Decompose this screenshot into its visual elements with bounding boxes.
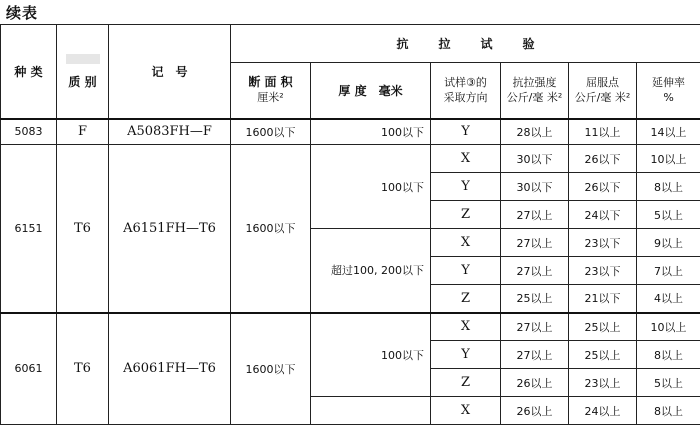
elongation-cell: 9以上 bbox=[637, 229, 700, 257]
direction-cell: X bbox=[431, 313, 501, 341]
direction-cell: Y bbox=[431, 257, 501, 285]
direction-cell: Z bbox=[431, 201, 501, 229]
elongation-cell: 14以上 bbox=[637, 119, 700, 145]
elongation-cell: 10以上 bbox=[637, 145, 700, 173]
elongation-cell: 4以上 bbox=[637, 285, 700, 313]
yield-cell: 23以下 bbox=[569, 229, 637, 257]
thickness-cell: 100以下 bbox=[311, 313, 431, 397]
header-designation: 记 号 bbox=[109, 25, 231, 119]
header-tensile-strength: 抗拉强度 公斤/毫 米² bbox=[501, 63, 569, 119]
tensile-cell: 27以上 bbox=[501, 229, 569, 257]
thickness-cell: 100以下 bbox=[311, 145, 431, 229]
yield-cell: 26以下 bbox=[569, 173, 637, 201]
tensile-cell: 27以上 bbox=[501, 257, 569, 285]
direction-cell: Y bbox=[431, 173, 501, 201]
yield-cell: 11以上 bbox=[569, 119, 637, 145]
table-row bbox=[1, 145, 700, 173]
tensile-cell: 25以上 bbox=[501, 285, 569, 313]
header-temper: 质 别 bbox=[57, 25, 109, 119]
tensile-cell: 30以下 bbox=[501, 173, 569, 201]
temper-cell: T6 bbox=[57, 313, 109, 425]
yield-cell: 25以上 bbox=[569, 341, 637, 369]
header-species: 种 类 bbox=[1, 25, 57, 119]
elongation-cell: 10以上 bbox=[637, 313, 700, 341]
table-row bbox=[1, 119, 700, 145]
header-thickness: 厚 度 毫米 bbox=[311, 63, 431, 119]
tensile-cell: 28以上 bbox=[501, 119, 569, 145]
elongation-cell: 7以上 bbox=[637, 257, 700, 285]
table-caption: 续表 bbox=[6, 4, 39, 22]
area-cell: 1600以下 bbox=[231, 119, 311, 145]
tensile-cell: 26以上 bbox=[501, 369, 569, 397]
tensile-cell: 27以上 bbox=[501, 341, 569, 369]
designation-cell: A5083FH—F bbox=[109, 119, 231, 145]
yield-cell: 24以下 bbox=[569, 201, 637, 229]
tensile-cell: 27以上 bbox=[501, 201, 569, 229]
table-row bbox=[1, 313, 700, 341]
elongation-cell: 5以上 bbox=[637, 201, 700, 229]
header-sample-direction: 试样③的 采取方向 bbox=[431, 63, 501, 119]
yield-cell: 24以上 bbox=[569, 397, 637, 425]
direction-cell: Y bbox=[431, 119, 501, 145]
area-cell: 1600以下 bbox=[231, 145, 311, 313]
header-section-area: 断 面 积 厘米² bbox=[231, 63, 311, 119]
specification-table bbox=[0, 24, 700, 425]
species-cell: 5083 bbox=[1, 119, 57, 145]
designation-cell: A6151FH—T6 bbox=[109, 145, 231, 313]
elongation-cell: 8以上 bbox=[637, 397, 700, 425]
yield-cell: 26以下 bbox=[569, 145, 637, 173]
area-cell: 1600以下 bbox=[231, 313, 311, 425]
direction-cell: Y bbox=[431, 341, 501, 369]
thickness-cell: 100以下 bbox=[311, 119, 431, 145]
thickness-cell bbox=[311, 397, 431, 425]
elongation-cell: 8以上 bbox=[637, 173, 700, 201]
tensile-cell: 26以上 bbox=[501, 397, 569, 425]
elongation-cell: 5以上 bbox=[637, 369, 700, 397]
direction-cell: X bbox=[431, 229, 501, 257]
header-tensile-group: 抗拉试验 bbox=[231, 25, 700, 63]
header-row-1 bbox=[1, 25, 700, 63]
species-cell: 6061 bbox=[1, 313, 57, 425]
direction-cell: X bbox=[431, 145, 501, 173]
yield-cell: 25以上 bbox=[569, 313, 637, 341]
designation-cell: A6061FH—T6 bbox=[109, 313, 231, 425]
direction-cell: X bbox=[431, 397, 501, 425]
yield-cell: 21以下 bbox=[569, 285, 637, 313]
direction-cell: Z bbox=[431, 369, 501, 397]
header-elongation: 延伸率 % bbox=[637, 63, 700, 119]
header-yield-point: 屈服点 公斤/毫 米² bbox=[569, 63, 637, 119]
yield-cell: 23以上 bbox=[569, 369, 637, 397]
yield-cell: 23以下 bbox=[569, 257, 637, 285]
species-cell: 6151 bbox=[1, 145, 57, 313]
temper-cell: F bbox=[57, 119, 109, 145]
thickness-cell: 超过100, 200以下 bbox=[311, 229, 431, 313]
direction-cell: Z bbox=[431, 285, 501, 313]
temper-cell: T6 bbox=[57, 145, 109, 313]
tensile-cell: 27以上 bbox=[501, 313, 569, 341]
tensile-cell: 30以下 bbox=[501, 145, 569, 173]
elongation-cell: 8以上 bbox=[637, 341, 700, 369]
temper-mark bbox=[57, 53, 108, 67]
